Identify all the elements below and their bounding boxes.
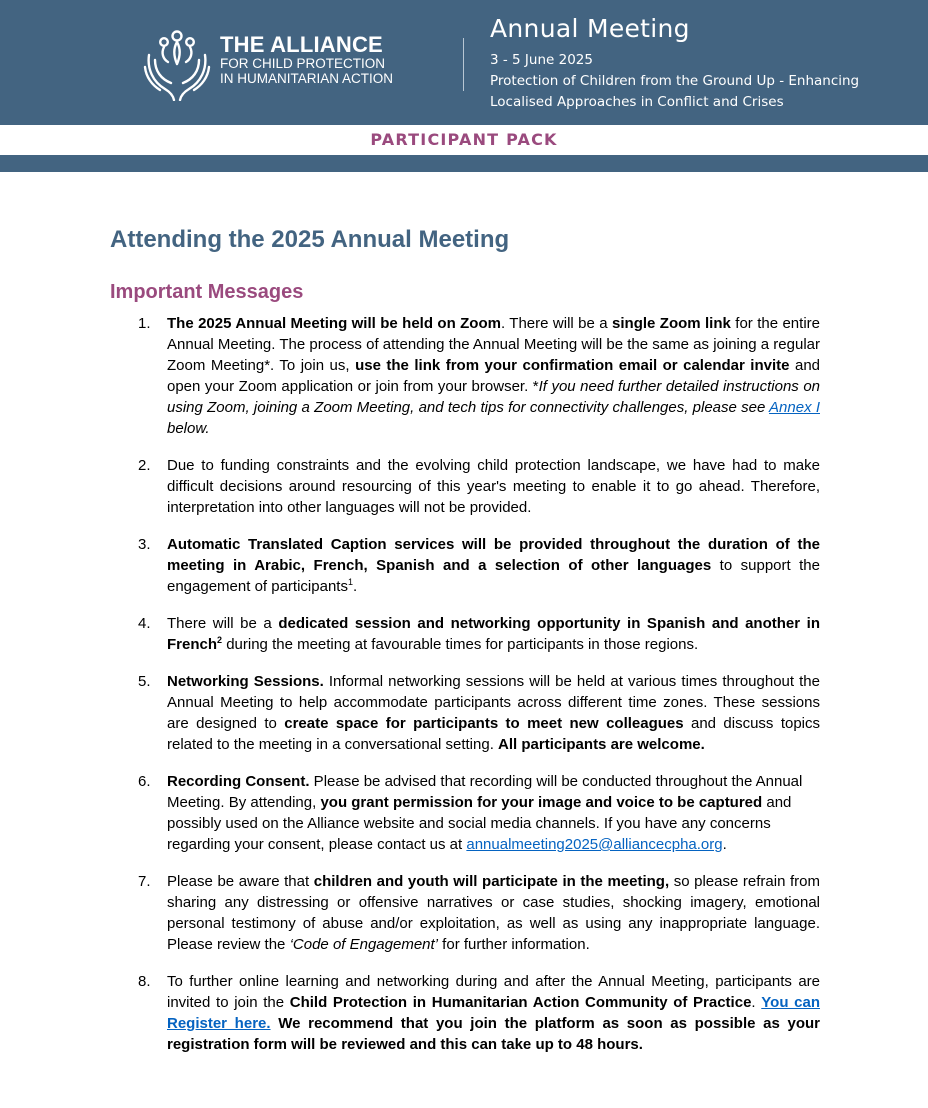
item-number: 3. bbox=[138, 536, 151, 553]
org-name-line3: IN HUMANITARIAN ACTION bbox=[220, 71, 394, 86]
item-text-italic: below. bbox=[167, 420, 210, 437]
meeting-theme-line1: Protection of Children from the Ground Up - Enhancing bbox=[490, 73, 860, 89]
meeting-info bbox=[490, 12, 859, 113]
item-number: 5. bbox=[138, 673, 151, 690]
item-text-bold: single Zoom link bbox=[612, 315, 731, 332]
item-text: and discuss topics related to the meeting in a conversational setting. bbox=[167, 715, 821, 753]
item-text: and possibly used on the Alliance website and social media channels. If you have any concerns regarding your consent, please contact us at bbox=[167, 794, 792, 853]
org-name-line2: FOR CHILD PROTECTION bbox=[220, 56, 386, 71]
item-number: 6. bbox=[138, 773, 151, 790]
organization-name bbox=[220, 34, 393, 86]
header-strip bbox=[0, 155, 928, 172]
important-messages-list bbox=[110, 313, 820, 1055]
item-text-bold: Child Protection in Humanitarian Action Community of Practice bbox=[289, 994, 752, 1011]
list-item bbox=[110, 971, 820, 1055]
footnote-ref: 2 bbox=[217, 635, 223, 645]
item-number: 7. bbox=[138, 873, 151, 890]
meeting-title: Annual Meeting bbox=[490, 14, 690, 43]
item-text-bold: We recommend that you join the platform as soon as possible as your registration form will be reviewed and this can take up to 48 hours. bbox=[167, 1015, 820, 1053]
item-text-italic: ‘Code of Engagement’ bbox=[289, 936, 439, 953]
list-item bbox=[110, 534, 820, 597]
item-text: during the meeting at favourable times for participants in those regions. bbox=[222, 636, 699, 653]
item-text-bold: you grant permission for your image and voice to be captured bbox=[320, 794, 763, 811]
page-title: Attending the 2025 Annual Meeting bbox=[110, 226, 510, 253]
item-text-bold: create space for participants to meet new colleagues bbox=[284, 715, 684, 732]
item-number: 4. bbox=[138, 615, 151, 632]
item-text-bold: Networking Sessions. bbox=[167, 673, 324, 690]
item-text: There will be a bbox=[167, 615, 279, 632]
item-text: for further information. bbox=[438, 936, 590, 953]
meeting-date: 3 - 5 June 2025 bbox=[490, 52, 593, 68]
item-text: so please refrain from sharing any distressing or offensive narratives or case studies, shocking imagery, emotional personal testimony of abuse and/or exploitation, as well as using any inappropriate language. Please review the bbox=[167, 873, 821, 953]
item-text-bold: Automatic Translated Caption services will be provided throughout the duration of the meeting in Arabic, French, Spanish and a selection of other languages bbox=[167, 536, 820, 574]
item-text: Please be aware that bbox=[167, 873, 314, 890]
register-link[interactable]: You can Register here. bbox=[167, 994, 820, 1032]
footnote-ref: 1 bbox=[347, 577, 353, 587]
list-item bbox=[110, 613, 820, 655]
item-text-italic: If you need further detailed instructions on using Zoom, joining a Zoom Meeting, and tech tips for connectivity challenges, please see bbox=[167, 378, 821, 416]
item-text: Informal networking sessions will be held at various times throughout the Annual Meeting to help accommodate participants across different time zones. These sessions are designed to bbox=[167, 673, 820, 732]
item-text-bold: The 2025 Annual Meeting will be held on Zoom bbox=[167, 315, 501, 332]
item-text-bold: All participants are welcome. bbox=[498, 736, 705, 753]
list-item bbox=[110, 455, 820, 518]
item-text: . bbox=[352, 578, 358, 595]
item-text: . bbox=[722, 836, 727, 853]
item-text: for the entire Annual Meeting. The process of attending the Annual Meeting will be the same as joining a regular Zoom Meeting*. To join us, bbox=[167, 315, 820, 374]
org-name-line1: THE ALLIANCE bbox=[220, 32, 383, 57]
meeting-theme-line2: Localised Approaches in Conflict and Crises bbox=[490, 94, 784, 110]
item-text: to support the engagement of participants bbox=[167, 557, 820, 595]
item-text-bold: children and youth will participate in the meeting, bbox=[313, 873, 670, 890]
list-item bbox=[110, 771, 820, 855]
item-text: To further online learning and networking during and after the Annual Meeting, participants are invited to join the bbox=[167, 973, 820, 1011]
contact-email-link[interactable]: annualmeeting2025@alliancecpha.org bbox=[466, 836, 723, 853]
item-text: Please be advised that recording will be conducted throughout the Annual Meeting. By attending, bbox=[167, 773, 803, 811]
item-text-bold: dedicated session and networking opportunity in Spanish and another in French bbox=[167, 615, 820, 653]
alliance-hands-logo-icon bbox=[143, 27, 211, 101]
list-item bbox=[110, 313, 820, 439]
section-title: Important Messages bbox=[110, 281, 304, 303]
item-text: . There will be a bbox=[500, 315, 613, 332]
annex-link[interactable]: Annex I bbox=[769, 399, 820, 416]
list-item bbox=[110, 871, 820, 955]
item-text-bold: use the link from your confirmation email or calendar invite bbox=[355, 357, 790, 374]
item-text: Due to funding constraints and the evolving child protection landscape, we have had to make difficult decisions around resourcing of this year's meeting to enable it to go ahead. Therefore, interpretation into other languages will not be provided. bbox=[167, 457, 820, 516]
participant-pack-label: PARTICIPANT PACK bbox=[370, 130, 558, 149]
header-divider bbox=[463, 38, 464, 91]
main-content bbox=[110, 225, 820, 1071]
item-text: . bbox=[751, 994, 762, 1011]
item-number: 1. bbox=[138, 315, 151, 332]
list-item bbox=[110, 671, 820, 755]
header-banner bbox=[0, 0, 928, 125]
item-number: 2. bbox=[138, 457, 151, 474]
item-text-bold: Recording Consent. bbox=[167, 773, 310, 790]
item-text: and open your Zoom application or join from your browser. * bbox=[167, 357, 821, 395]
item-number: 8. bbox=[138, 973, 151, 990]
